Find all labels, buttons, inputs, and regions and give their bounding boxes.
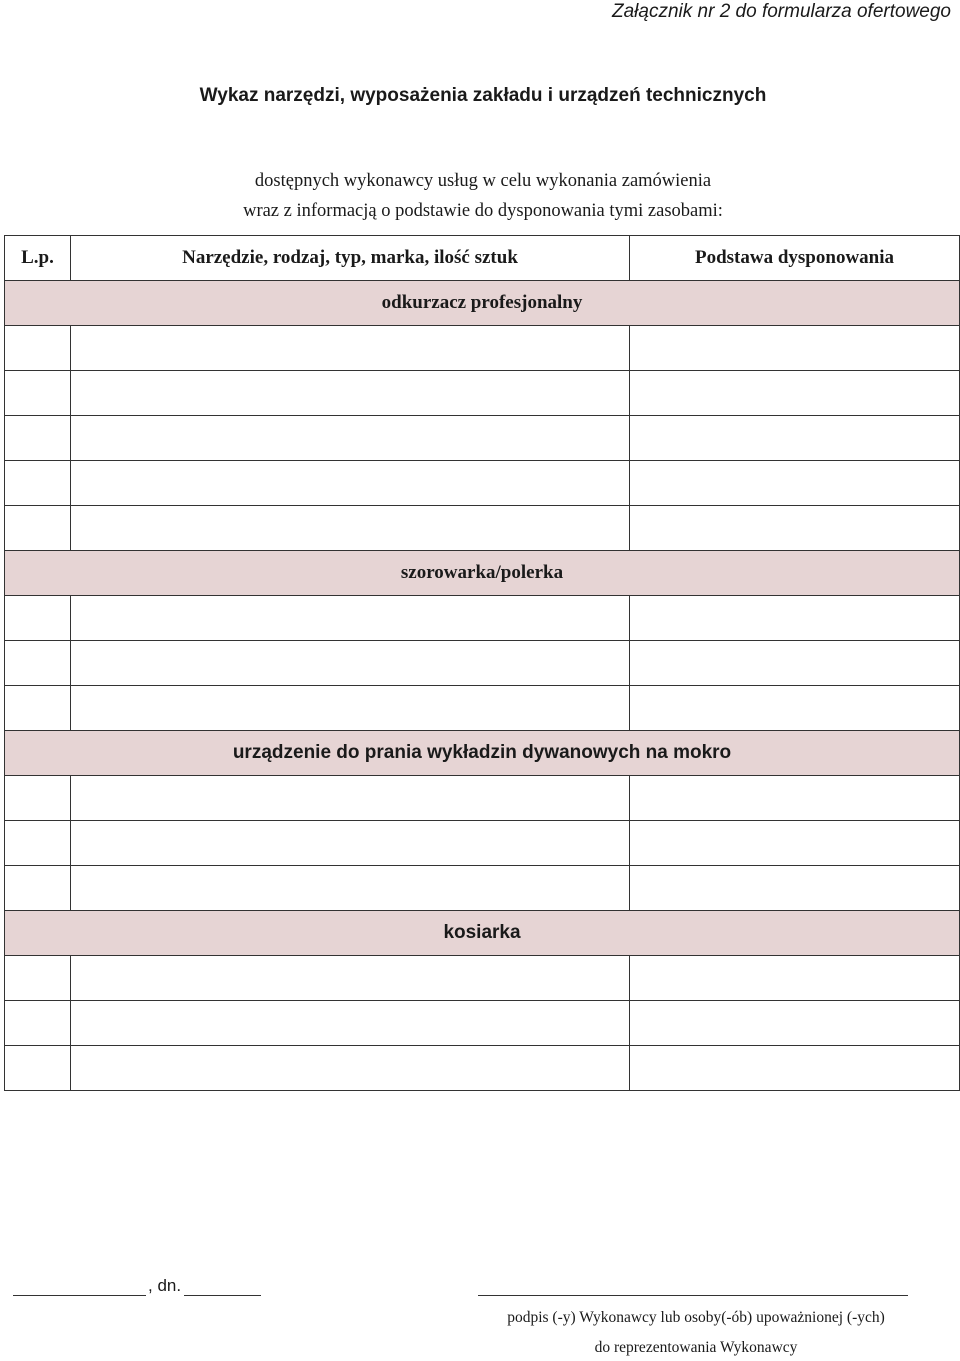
basis-cell[interactable] (630, 641, 960, 686)
basis-cell[interactable] (630, 821, 960, 866)
tool-cell[interactable] (71, 956, 630, 1001)
lp-cell[interactable] (5, 371, 71, 416)
date-separator: , dn. (148, 1276, 182, 1295)
tool-cell[interactable] (71, 821, 630, 866)
signature-caption-line-2: do reprezentowania Wykonawcy (594, 1339, 798, 1356)
table-row (5, 866, 960, 911)
tool-cell[interactable] (71, 461, 630, 506)
table-row (5, 326, 960, 371)
tool-cell[interactable] (71, 371, 630, 416)
tool-cell[interactable] (71, 776, 630, 821)
category-row (5, 281, 960, 326)
lp-cell[interactable] (5, 686, 71, 731)
document-title: Wykaz narzędzi, wyposażenia zakładu i urządzeń technicznych (199, 85, 767, 106)
lp-cell[interactable] (5, 641, 71, 686)
lp-cell[interactable] (5, 461, 71, 506)
tool-cell[interactable] (71, 641, 630, 686)
basis-cell[interactable] (630, 866, 960, 911)
category-label-scrubber: szorowarka/polerka (5, 551, 960, 596)
lp-cell[interactable] (5, 956, 71, 1001)
basis-cell[interactable] (630, 686, 960, 731)
basis-cell[interactable] (630, 461, 960, 506)
equipment-table (4, 235, 960, 1091)
lp-cell[interactable] (5, 866, 71, 911)
table-row (5, 1046, 960, 1091)
lp-cell[interactable] (5, 821, 71, 866)
category-row (5, 551, 960, 596)
basis-cell[interactable] (630, 371, 960, 416)
column-header-tool: Narzędzie, rodzaj, typ, marka, ilość sztuk (71, 236, 630, 281)
category-label-vacuum: odkurzacz profesjonalny (5, 281, 960, 326)
lp-cell[interactable] (5, 776, 71, 821)
basis-cell[interactable] (630, 1001, 960, 1046)
table-row (5, 821, 960, 866)
basis-cell[interactable] (630, 956, 960, 1001)
tool-cell[interactable] (71, 506, 630, 551)
table-row (5, 1001, 960, 1046)
tool-cell[interactable] (71, 1001, 630, 1046)
lp-cell[interactable] (5, 326, 71, 371)
basis-cell[interactable] (630, 1046, 960, 1091)
signature-blank-line[interactable] (478, 1295, 908, 1296)
attachment-label: Załącznik nr 2 do formularza ofertowego (612, 1, 951, 22)
column-header-lp: L.p. (5, 236, 71, 281)
lp-cell[interactable] (5, 1001, 71, 1046)
table-row (5, 371, 960, 416)
tool-cell[interactable] (71, 1046, 630, 1091)
basis-cell[interactable] (630, 326, 960, 371)
tool-cell[interactable] (71, 416, 630, 461)
category-label-carpet-washer: urządzenie do prania wykładzin dywanowych na mokro (5, 731, 960, 776)
category-row (5, 911, 960, 956)
category-row (5, 731, 960, 776)
place-blank-line[interactable] (13, 1295, 146, 1296)
table-header-row (5, 236, 960, 281)
lp-cell[interactable] (5, 1046, 71, 1091)
basis-cell[interactable] (630, 776, 960, 821)
basis-cell[interactable] (630, 416, 960, 461)
table-row (5, 776, 960, 821)
tool-cell[interactable] (71, 326, 630, 371)
table-row (5, 686, 960, 731)
signature-caption-line-1: podpis (-y) Wykonawcy lub osoby(-ób) upoważnionej (-ych) (507, 1309, 885, 1326)
lp-cell[interactable] (5, 596, 71, 641)
table-row (5, 596, 960, 641)
table-row (5, 416, 960, 461)
basis-cell[interactable] (630, 506, 960, 551)
basis-cell[interactable] (630, 596, 960, 641)
table-row (5, 956, 960, 1001)
date-blank-line[interactable] (184, 1295, 261, 1296)
table-row (5, 461, 960, 506)
lp-cell[interactable] (5, 416, 71, 461)
subtitle-line-1: dostępnych wykonawcy usług w celu wykonania zamówienia (254, 171, 712, 191)
lp-cell[interactable] (5, 506, 71, 551)
subtitle-line-2: wraz z informacją o podstawie do dysponowania tymi zasobami: (243, 201, 723, 221)
tool-cell[interactable] (71, 686, 630, 731)
tool-cell[interactable] (71, 596, 630, 641)
category-label-mower: kosiarka (5, 911, 960, 956)
tool-cell[interactable] (71, 866, 630, 911)
table-row (5, 641, 960, 686)
column-header-basis: Podstawa dysponowania (630, 236, 960, 281)
table-row (5, 506, 960, 551)
